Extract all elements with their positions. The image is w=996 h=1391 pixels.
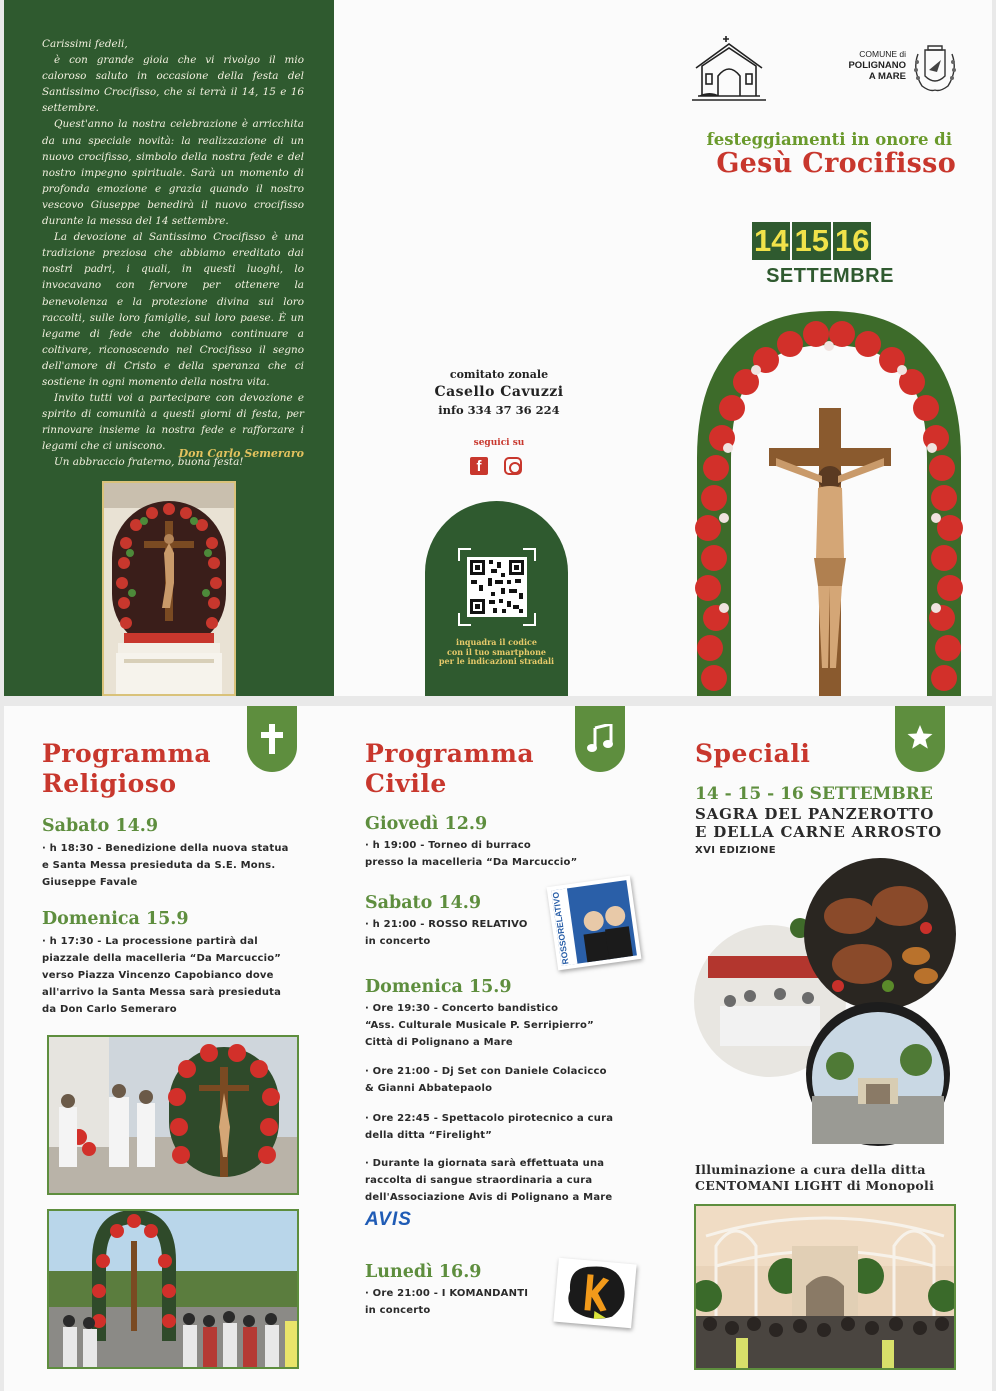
entry-line: · Ore 21:00 - I KOMANDANTI <box>365 1288 529 1299</box>
letter-signature: Don Carlo Semeraro <box>178 447 304 460</box>
event-entry <box>42 933 304 1018</box>
qr-code-icon[interactable] <box>457 547 537 627</box>
comune-prefix: COMUNE di <box>859 49 906 59</box>
civil-program-column <box>333 706 662 1391</box>
instagram-icon[interactable] <box>504 457 522 475</box>
specials-dates: 14 - 15 - 16 SETTEMBRE <box>695 784 933 804</box>
letter-greeting: Carissimi fedeli, <box>42 38 128 50</box>
star-tag <box>895 706 945 772</box>
comune-crest-icon <box>910 40 960 96</box>
entry-line: in concerto <box>365 936 431 947</box>
qr-caption-line: per le indicazioni stradali <box>438 656 555 666</box>
entry-line: · h 17:30 - La processione partirà dal <box>42 936 258 947</box>
procession-photo <box>47 1209 299 1369</box>
title-line: Programma <box>365 739 535 768</box>
entry-line: Città di Polignano a Mare <box>365 1037 513 1048</box>
title-line: Religioso <box>42 769 177 798</box>
entry-line: · h 19:00 - Torneo di burraco <box>365 840 531 851</box>
entry-line: raccolta di sangue straordinaria a cura <box>365 1175 593 1186</box>
day-title-saturday: Sabato 14.9 <box>42 816 159 836</box>
comune-name: POLIGNANO <box>848 60 906 71</box>
event-line: SAGRA DEL PANZEROTTO <box>695 805 935 823</box>
illumination-photo <box>694 1204 956 1370</box>
entry-line: · h 21:00 - ROSSO RELATIVO <box>365 919 528 930</box>
letter-paragraph: Un abbraccio fraterno, buona festa! <box>54 456 244 469</box>
food-collage-image <box>690 856 962 1146</box>
altar-crucifix-photo <box>102 481 236 696</box>
music-note-icon <box>587 724 613 752</box>
entry-line: & Gianni Abbatepaolo <box>365 1083 493 1094</box>
band-card-rosso-relativo <box>547 876 642 971</box>
pastor-letter <box>42 36 304 471</box>
music-tag <box>575 706 625 772</box>
committee-label: comitato zonale <box>449 368 549 381</box>
festival-title: Gesù Crocifisso <box>716 148 956 179</box>
entry-line: in concerto <box>365 1305 431 1316</box>
ceremony-photo <box>47 1035 299 1195</box>
specials-column <box>662 706 991 1391</box>
entry-line: e Santa Messa presieduta da S.E. Mons. <box>42 860 276 871</box>
facebook-icon[interactable]: f <box>470 457 488 475</box>
entry-line: dell'Associazione Avis di Polignano a Mare <box>365 1192 613 1203</box>
lighting-credit <box>695 1162 934 1193</box>
festival-month: SETTEMBRE <box>766 265 894 287</box>
title-line: Programma <box>42 739 212 768</box>
event-line: E DELLA CARNE ARROSTO <box>695 823 942 841</box>
letter-panel <box>4 0 334 696</box>
qr-caption <box>425 638 568 667</box>
date-day: 15 <box>794 223 829 258</box>
contact-panel <box>334 0 664 696</box>
letter-paragraph: Invito tutti voi a partecipare con devozione e spirito di comunità a questi giorni di festa, per rinnovare insieme la nostra fede e rafforzare i legami che ci uniscono. <box>42 392 304 453</box>
cross-icon <box>261 724 283 754</box>
brochure-outer-sheet <box>4 0 992 696</box>
religious-program-column <box>4 706 333 1391</box>
chapel-logo-icon <box>690 36 768 102</box>
day-title-sunday: Domenica 15.9 <box>365 977 512 997</box>
day-title-thursday: Giovedì 12.9 <box>365 814 488 834</box>
entry-line: · Ore 22:45 - Spettacolo pirotecnico a cura <box>365 1113 614 1124</box>
comune-label <box>834 49 906 82</box>
entry-line: · Ore 21:00 - Dj Set con Daniele Colacicco <box>365 1066 607 1077</box>
date-day: 14 <box>754 223 789 258</box>
letter-paragraph: è con grande gioia che vi rivolgo il mio caloroso saluto in occasione della festa del Santissimo Crocifisso, che si terrà il 14, 15 e 16 settembre. <box>42 54 304 115</box>
civil-program-title <box>365 739 534 799</box>
avis-logo: AVIS <box>365 1209 412 1230</box>
band-card-komandanti <box>553 1258 636 1329</box>
event-entry <box>42 840 302 891</box>
entry-line: da Don Carlo Semeraro <box>42 1004 177 1015</box>
letter-paragraph: Quest'anno la nostra celebrazione è arricchita da una speciale novità: la realizzazione di un nuovo crocifisso, simbolo della nostra fede e del nostro impegno spirituale. Sarà un momento di profonda emozione e grazia quando il nostro vescovo Giuseppe benedirà il nuovo crocifisso durante la messa del 14 settembre. <box>42 118 304 228</box>
comune-name-2: A MARE <box>868 71 906 82</box>
credit-line: CENTOMANI LIGHT di Monopoli <box>695 1177 935 1193</box>
festival-dates <box>752 222 873 260</box>
brochure-inner-sheet <box>4 706 992 1391</box>
follow-us-label: seguici su <box>473 438 525 448</box>
specials-title: Speciali <box>695 739 811 768</box>
cover-panel <box>664 0 992 696</box>
committee-info <box>334 368 664 417</box>
entry-line: Giuseppe Favale <box>42 877 138 888</box>
entry-line: · h 18:30 - Benedizione della nuova statua <box>42 843 289 854</box>
qr-code-tab <box>425 501 568 696</box>
specials-edition: XVI EDIZIONE <box>695 845 776 856</box>
day-title-monday: Lunedì 16.9 <box>365 1262 482 1282</box>
credit-line: Illuminazione a cura della ditta <box>695 1162 926 1177</box>
entry-line: presso la macelleria “Da Marcuccio” <box>365 857 578 868</box>
event-entry <box>365 1155 650 1206</box>
festival-subtitle: festeggiamenti in onore di <box>706 130 952 149</box>
entry-line: verso Piazza Vincenzo Capobianco dove <box>42 970 274 981</box>
event-entry <box>365 837 635 871</box>
event-entry <box>365 1063 645 1097</box>
day-title-saturday: Sabato 14.9 <box>365 893 482 913</box>
qr-caption-line: con il tuo smartphone <box>446 646 547 657</box>
entry-line: “Ass. Culturale Musicale P. Serripierro” <box>365 1020 594 1031</box>
event-entry <box>365 916 555 950</box>
event-entry <box>365 1110 645 1144</box>
star-icon <box>907 724 933 750</box>
committee-phone: info 334 37 36 224 <box>438 403 560 417</box>
entry-line: · Durante la giornata sarà effettuata una <box>365 1158 605 1169</box>
day-title-sunday: Domenica 15.9 <box>42 909 189 929</box>
band-label: ROSSORELATIVO <box>550 890 571 965</box>
letter-paragraph: La devozione al Santissimo Crocifisso è una tradizione preziosa che abbiamo ereditato dai nostri padri, i quali, in questi luoghi, lo invocavano con fervore per ottenere la benevolenza e la protezione divina sui loro raccolti, sulle loro famiglie, sul loro paese. È un legame di fede che dobbiamo continuare a coltivare, riconoscendo nel Crocifisso il segno dell'amore di Cristo e della speranza che ci sostiene in ogni momento della nostra vita. <box>42 231 304 388</box>
cross-tag <box>247 706 297 772</box>
entry-line: della ditta “Firelight” <box>365 1130 493 1141</box>
committee-name: Casello Cavuzzi <box>434 384 564 400</box>
religious-program-title <box>42 739 211 799</box>
entry-line: all'arrivo la Santa Messa sarà presieduta <box>42 987 282 998</box>
entry-line: · Ore 19:30 - Concerto bandistico <box>365 1003 559 1014</box>
entry-line: piazzale della macelleria “Da Marcuccio” <box>42 953 282 964</box>
qr-caption-line: inquadra il codice <box>456 637 537 647</box>
event-entry <box>365 1285 555 1319</box>
title-line: Civile <box>365 769 447 798</box>
event-entry <box>365 1000 645 1051</box>
date-day: 16 <box>834 223 870 258</box>
specials-event <box>695 805 942 841</box>
crucifix-flower-arch-image <box>684 308 974 696</box>
